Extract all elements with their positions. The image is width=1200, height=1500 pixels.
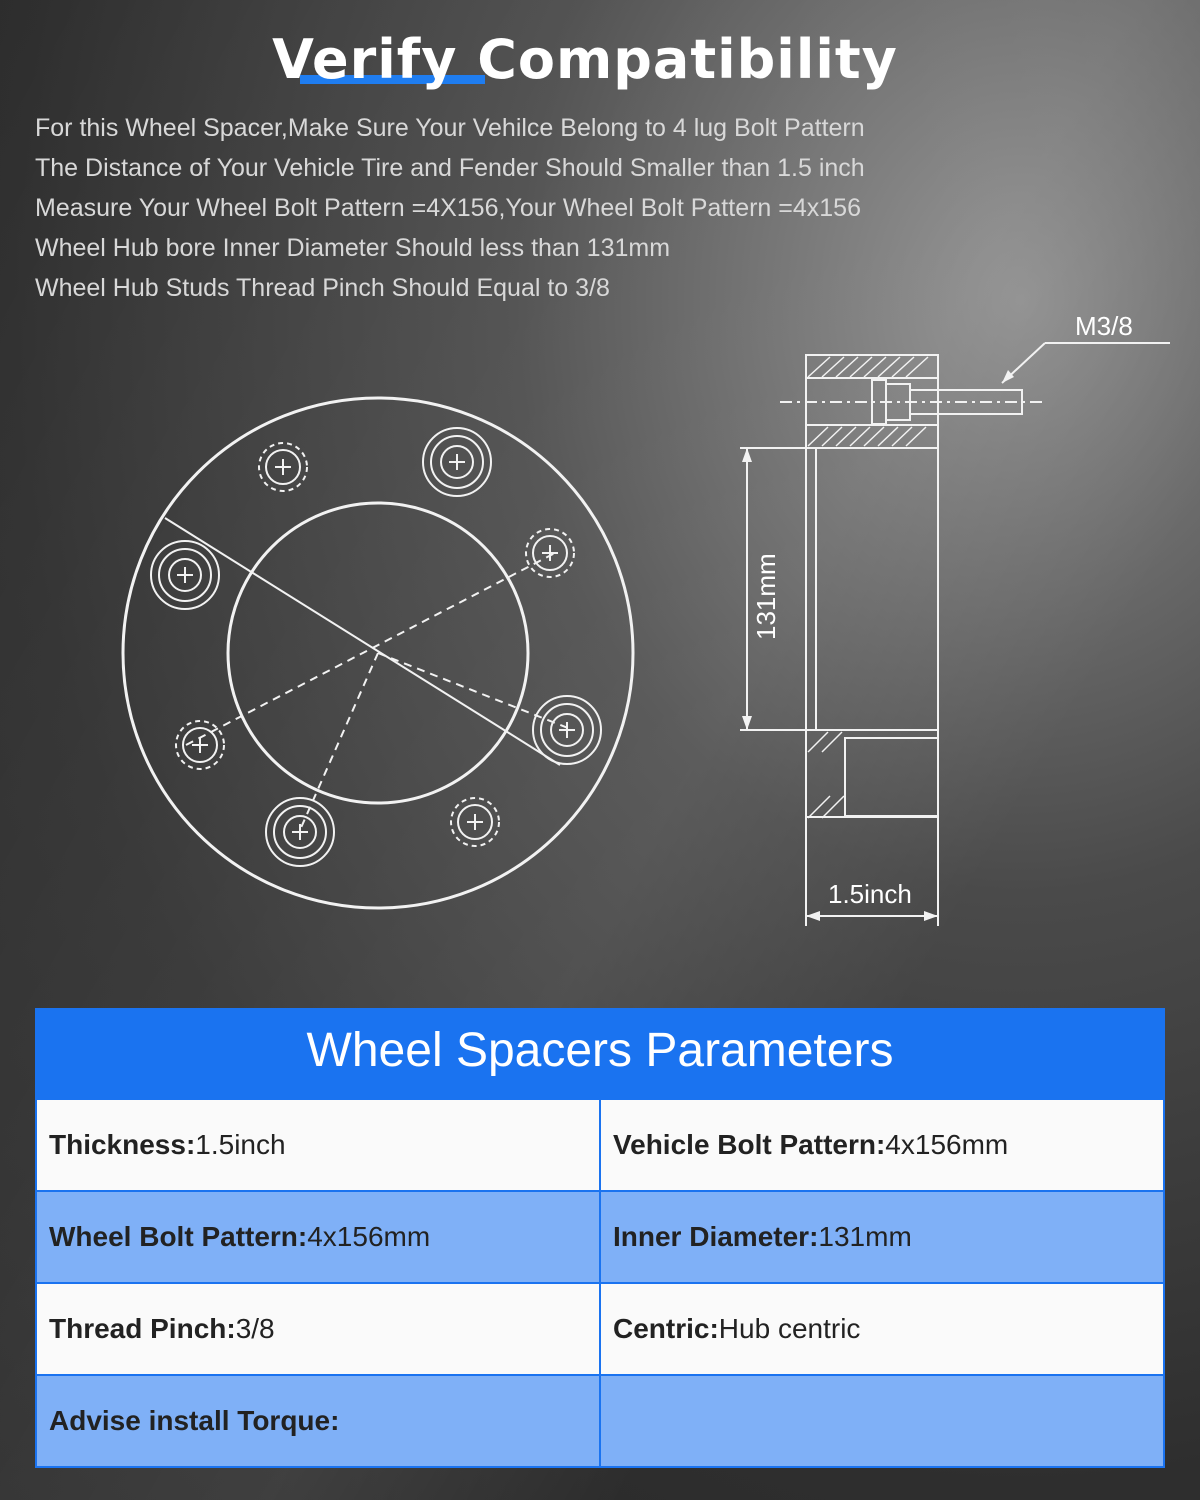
cell-label: Centric: xyxy=(613,1313,719,1344)
parameters-heading: Wheel Spacers Parameters xyxy=(35,1008,1165,1098)
inner-diameter-label: 131mm xyxy=(751,553,781,640)
bolt-hole xyxy=(451,798,499,846)
cell-value: 3/8 xyxy=(235,1313,275,1344)
requirement-item: The Distance of Your Vehicle Tire and Fender Should Smaller than 1.5 inch xyxy=(35,154,865,182)
cell-label: Thickness: xyxy=(49,1129,196,1160)
table-cell xyxy=(600,1283,1164,1375)
bolt-hole xyxy=(526,529,574,577)
cell-label: Wheel Bolt Pattern: xyxy=(49,1221,308,1252)
cell-value: 4x156mm xyxy=(307,1221,431,1252)
front-view xyxy=(123,398,633,908)
table-cell xyxy=(600,1099,1164,1191)
dimension-arrows xyxy=(742,370,1014,921)
table-cell xyxy=(36,1375,600,1467)
thread-size-label: M3/8 xyxy=(1075,311,1133,341)
parameters-panel xyxy=(35,1008,1165,1464)
requirement-item: Wheel Hub Studs Thread Pinch Should Equal to 3/8 xyxy=(35,274,610,302)
center-line xyxy=(165,518,560,765)
cell-value: 1.5inch xyxy=(195,1129,286,1160)
cell-label: Inner Diameter: xyxy=(613,1221,819,1252)
requirement-item: Wheel Hub bore Inner Diameter Should less than 131mm xyxy=(35,234,671,262)
table-row xyxy=(36,1191,1164,1283)
bolt-hole xyxy=(533,696,601,764)
bolt-hole xyxy=(151,541,219,609)
table-cell xyxy=(600,1375,1164,1467)
bolt-hole xyxy=(423,428,491,496)
parameters-table xyxy=(35,1098,1165,1468)
cell-value: 131mm xyxy=(818,1221,912,1252)
thickness-label: 1.5inch xyxy=(828,879,912,909)
requirements-list xyxy=(35,108,865,308)
requirement-item: Measure Your Wheel Bolt Pattern =4X156,Your Wheel Bolt Pattern =4x156 xyxy=(35,194,861,222)
bolt-hole xyxy=(266,798,334,866)
table-cell xyxy=(36,1099,600,1191)
center-line-dashed xyxy=(378,653,568,728)
side-view xyxy=(740,343,1170,926)
cell-label: Vehicle Bolt Pattern: xyxy=(613,1129,886,1160)
center-line-dashed xyxy=(186,553,555,745)
cell-label: Thread Pinch: xyxy=(49,1313,236,1344)
page-title: Verify Compatibility xyxy=(272,28,898,91)
table-cell xyxy=(36,1283,600,1375)
technical-drawing xyxy=(0,300,1200,940)
table-row xyxy=(36,1099,1164,1191)
table-row xyxy=(36,1283,1164,1375)
cell-value: Hub centric xyxy=(718,1313,861,1344)
table-row xyxy=(36,1375,1164,1467)
requirement-item: For this Wheel Spacer,Make Sure Your Vehilce Belong to 4 lug Bolt Pattern xyxy=(35,114,865,142)
cell-value: 4x156mm xyxy=(885,1129,1009,1160)
table-cell xyxy=(600,1191,1164,1283)
bolt-hole xyxy=(259,443,307,491)
cell-label: Advise install Torque: xyxy=(49,1405,340,1436)
table-cell xyxy=(36,1191,600,1283)
